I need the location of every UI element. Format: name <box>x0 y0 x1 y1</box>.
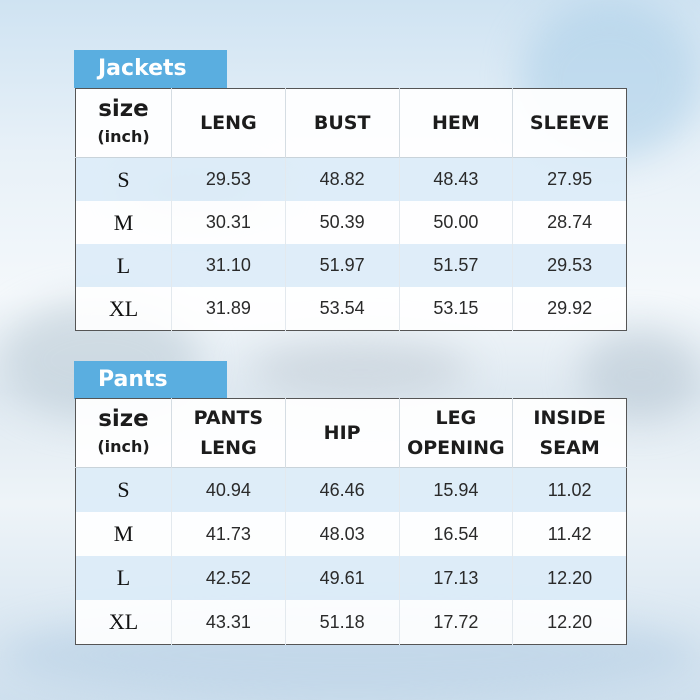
measurement-cell: 53.15 <box>399 287 513 331</box>
measurement-cell: 29.92 <box>513 287 627 331</box>
column-header: HEM <box>399 89 513 158</box>
size-unit: (inch) <box>97 437 150 456</box>
table-row <box>76 556 627 600</box>
table-header-row <box>76 89 627 158</box>
measurement-cell: 12.20 <box>513 556 627 600</box>
measurement-cell: 12.20 <box>513 600 627 645</box>
table-header-row <box>76 399 627 468</box>
measurement-cell: 27.95 <box>513 158 627 202</box>
pants-title-tag: Pants <box>74 361 227 399</box>
measurement-cell: 48.03 <box>285 512 399 556</box>
size-unit: (inch) <box>97 127 150 146</box>
measurement-cell: 50.00 <box>399 201 513 244</box>
measurement-cell: 41.73 <box>172 512 286 556</box>
jackets-size-table <box>75 88 627 331</box>
size-label: M <box>76 201 172 244</box>
column-header <box>399 399 513 468</box>
table-row <box>76 468 627 513</box>
measurement-cell: 48.43 <box>399 158 513 202</box>
table-row <box>76 600 627 645</box>
background-snow <box>250 340 470 400</box>
size-word: size <box>98 96 149 122</box>
column-header <box>513 399 627 468</box>
size-header <box>76 399 172 468</box>
size-label: M <box>76 512 172 556</box>
measurement-cell: 28.74 <box>513 201 627 244</box>
table-row <box>76 512 627 556</box>
measurement-cell: 31.10 <box>172 244 286 287</box>
measurement-cell: 16.54 <box>399 512 513 556</box>
table-row <box>76 244 627 287</box>
measurement-cell: 49.61 <box>285 556 399 600</box>
measurement-cell: 46.46 <box>285 468 399 513</box>
measurement-cell: 30.31 <box>172 201 286 244</box>
measurement-cell: 29.53 <box>513 244 627 287</box>
measurement-cell: 11.02 <box>513 468 627 513</box>
column-header <box>285 399 399 468</box>
column-header <box>172 399 286 468</box>
measurement-cell: 17.13 <box>399 556 513 600</box>
measurement-cell: 15.94 <box>399 468 513 513</box>
pants-size-table <box>75 398 627 645</box>
jackets-title-tag: Jackets <box>74 50 227 88</box>
column-header: SLEEVE <box>513 89 627 158</box>
measurement-cell: 11.42 <box>513 512 627 556</box>
column-header-line: PANTS <box>193 407 264 429</box>
table-row <box>76 158 627 202</box>
size-label: L <box>76 244 172 287</box>
column-header-line: INSIDE <box>533 407 606 429</box>
column-header-line: OPENING <box>407 437 505 459</box>
column-header: LENG <box>172 89 286 158</box>
measurement-cell: 51.97 <box>285 244 399 287</box>
column-header-line: HIP <box>323 422 361 444</box>
column-header-line: LEG <box>435 407 477 429</box>
size-label: S <box>76 158 172 202</box>
measurement-cell: 42.52 <box>172 556 286 600</box>
size-label: S <box>76 468 172 513</box>
size-word: size <box>98 406 149 432</box>
measurement-cell: 51.18 <box>285 600 399 645</box>
size-label: L <box>76 556 172 600</box>
measurement-cell: 50.39 <box>285 201 399 244</box>
size-label: XL <box>76 287 172 331</box>
column-header: BUST <box>285 89 399 158</box>
measurement-cell: 48.82 <box>285 158 399 202</box>
measurement-cell: 43.31 <box>172 600 286 645</box>
column-header-line: SEAM <box>539 437 600 459</box>
measurement-cell: 53.54 <box>285 287 399 331</box>
size-label: XL <box>76 600 172 645</box>
measurement-cell: 17.72 <box>399 600 513 645</box>
measurement-cell: 51.57 <box>399 244 513 287</box>
measurement-cell: 31.89 <box>172 287 286 331</box>
measurement-cell: 40.94 <box>172 468 286 513</box>
table-row <box>76 287 627 331</box>
size-header <box>76 89 172 158</box>
table-row <box>76 201 627 244</box>
measurement-cell: 29.53 <box>172 158 286 202</box>
column-header-line: LENG <box>200 437 257 459</box>
